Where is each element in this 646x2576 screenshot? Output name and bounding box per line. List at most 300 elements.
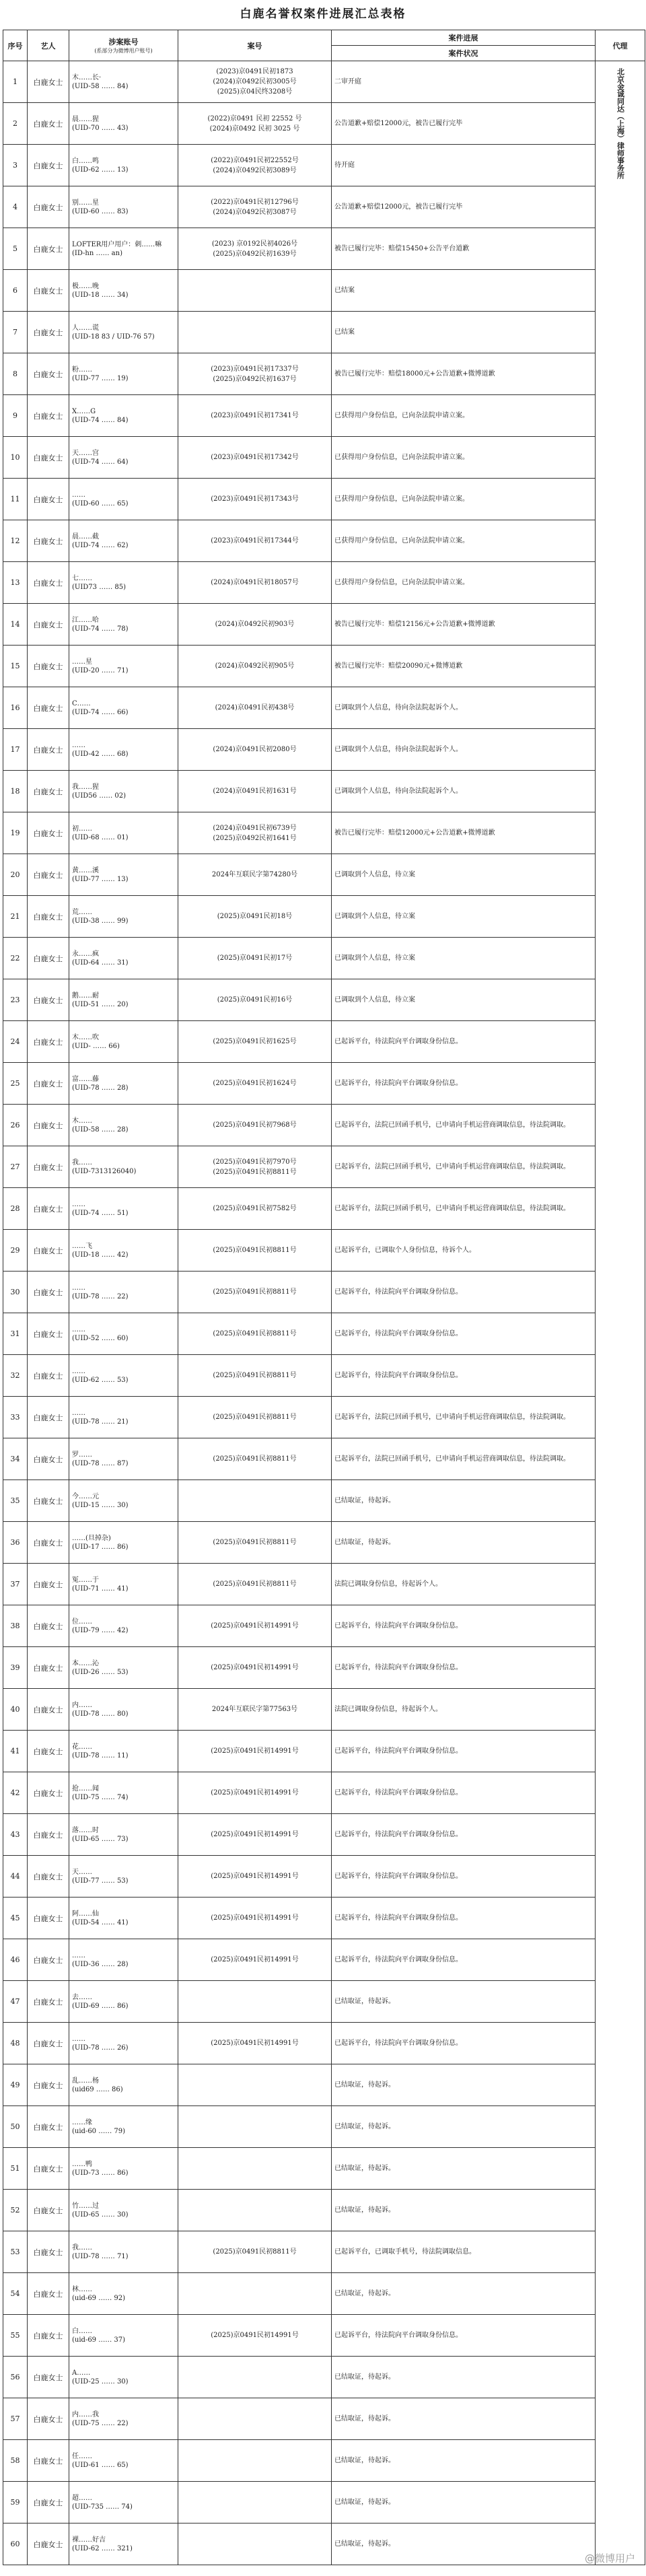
cell-no: 29: [3, 1230, 28, 1272]
cell-no: 5: [3, 228, 28, 270]
cell-case-status: 已起诉平台，待法院向平台调取身份信息。: [332, 1814, 596, 1856]
account-handle: 七……: [72, 574, 92, 582]
cell-no: 7: [3, 312, 28, 353]
table-row: [3, 1313, 645, 1355]
cell-case-status: 已起诉平台，已调取个人身份信息，待诉个人。: [332, 1230, 596, 1272]
account-uid: (UID73 …… 85): [72, 583, 127, 591]
cell-target-account: [69, 771, 178, 812]
case-number: (2024)京0492民初903号: [215, 621, 295, 628]
case-number: (2023)京0491民初1873: [216, 68, 293, 75]
header-case-no: 案号: [178, 30, 332, 61]
cell-case-numbers: [178, 312, 332, 353]
cell-case-numbers: [178, 687, 332, 729]
table-row: [3, 1689, 645, 1731]
cell-artist: 白鹿女士: [28, 479, 69, 520]
cell-case-numbers: [178, 1856, 332, 1898]
account-uid: (UID-75 …… 22): [72, 2419, 129, 2427]
cell-artist: 白鹿女士: [28, 1438, 69, 1480]
cell-target-account: [69, 2315, 178, 2357]
cell-target-account: [69, 1605, 178, 1647]
cell-target-account: [69, 437, 178, 479]
table-row: [3, 312, 645, 353]
account-handle: 任……: [72, 2452, 92, 2460]
account-handle: ……: [72, 1951, 85, 1959]
cell-case-numbers: [178, 1814, 332, 1856]
cell-no: 46: [3, 1939, 28, 1981]
cell-target-account: [69, 2231, 178, 2273]
account-handle: 白……鸣: [72, 157, 99, 165]
cell-no: 8: [3, 353, 28, 395]
account-handle: 位……: [72, 1617, 92, 1626]
account-handle: 晨……猩: [72, 115, 99, 123]
cell-no: 6: [3, 270, 28, 312]
cell-target-account: [69, 854, 178, 896]
account-uid: (UID-77 …… 53): [72, 1877, 129, 1885]
cell-artist: 白鹿女士: [28, 2523, 69, 2565]
cell-target-account: [69, 1564, 178, 1605]
table-row: [3, 145, 645, 186]
cell-no: 60: [3, 2523, 28, 2565]
cell-case-numbers: [178, 604, 332, 646]
table-row: [3, 1188, 645, 1230]
cell-case-numbers: [178, 1063, 332, 1105]
table-row: [3, 2482, 645, 2523]
cell-no: 16: [3, 687, 28, 729]
cell-target-account: [69, 228, 178, 270]
cell-case-status: 已调取到个人信息，待立案: [332, 979, 596, 1021]
cell-no: 48: [3, 2023, 28, 2064]
account-uid: (UID-60 …… 83): [72, 207, 129, 215]
account-handle: 木……: [72, 1117, 92, 1125]
cell-target-account: [69, 938, 178, 979]
cell-case-status: 已获得用户身份信息，已向杂法院申请立案。: [332, 479, 596, 520]
cell-no: 20: [3, 854, 28, 896]
cell-case-status: 已调取到个人信息，待向杂法院起诉个人。: [332, 687, 596, 729]
cell-artist: 白鹿女士: [28, 61, 69, 103]
case-number: (2025)京0491民初14991号: [211, 1956, 299, 1963]
cell-target-account: [69, 2482, 178, 2523]
cell-case-numbers: [178, 61, 332, 103]
account-handle: ……: [72, 1284, 85, 1292]
cell-artist: 白鹿女士: [28, 562, 69, 604]
cell-case-status: 已获得用户身份信息，已向杂法院申请立案。: [332, 562, 596, 604]
cell-case-status: 已结案: [332, 270, 596, 312]
cell-case-numbers: [178, 2398, 332, 2440]
table-row: [3, 61, 645, 103]
cell-artist: 白鹿女士: [28, 854, 69, 896]
case-number: (2025)京0491民初8811号: [213, 1168, 297, 1176]
account-uid: (UID-51 …… 20): [72, 1000, 129, 1008]
cell-case-numbers: [178, 228, 332, 270]
table-row: [3, 1355, 645, 1397]
cell-case-status: 已起诉平台，待法院向平台调取身份信息。: [332, 1939, 596, 1981]
table-row: [3, 520, 645, 562]
cell-case-status: 法院已调取身份信息，待起诉个人。: [332, 1564, 596, 1605]
account-handle: 乱……杨: [72, 2077, 99, 2085]
cell-artist: 白鹿女士: [28, 2231, 69, 2273]
cell-case-status: 已获得用户身份信息，已向杂法院申请立案。: [332, 395, 596, 437]
cell-case-status: 已结取证，待起诉。: [332, 2106, 596, 2148]
cell-case-status: 已结取证，待起诉。: [332, 2064, 596, 2106]
account-uid: (UID56 …… 02): [72, 792, 127, 800]
table-row: [3, 1772, 645, 1814]
case-number: (2025)京0491民初7968号: [213, 1121, 297, 1129]
cell-no: 12: [3, 520, 28, 562]
cell-case-status: 已结取证，待起诉。: [332, 2523, 596, 2565]
cell-artist: 白鹿女士: [28, 1731, 69, 1772]
cell-artist: 白鹿女士: [28, 604, 69, 646]
cell-case-numbers: [178, 771, 332, 812]
cell-artist: 白鹿女士: [28, 812, 69, 854]
account-uid: (UID-74 …… 66): [72, 708, 129, 716]
cell-no: 40: [3, 1689, 28, 1731]
account-uid: (UID-735 …… 74): [72, 2503, 133, 2511]
cell-no: 45: [3, 1898, 28, 1939]
cell-case-numbers: [178, 938, 332, 979]
table-row: [3, 2023, 645, 2064]
cell-artist: 白鹿女士: [28, 1355, 69, 1397]
cell-artist: 白鹿女士: [28, 1480, 69, 1522]
cell-case-numbers: [178, 1272, 332, 1313]
account-uid: (uid-60 …… 79): [72, 2127, 126, 2135]
table-row: [3, 2523, 645, 2565]
cell-target-account: [69, 1480, 178, 1522]
account-uid: (UID-78 …… 11): [72, 1751, 129, 1760]
cell-case-status: 已获得用户身份信息，已向杂法院申请立案。: [332, 437, 596, 479]
cell-case-status: 已起诉平台，法院已回函手机号，已申请向手机运营商调取信息，待法院调取。: [332, 1188, 596, 1230]
account-handle: 鹅……耐: [72, 991, 99, 1000]
cell-no: 58: [3, 2440, 28, 2482]
table-row: [3, 479, 645, 520]
account-uid: (UID-75 …… 74): [72, 1793, 129, 1801]
cell-case-numbers: [178, 1647, 332, 1689]
account-handle: 内……我: [72, 2410, 99, 2418]
account-handle: 江……哈: [72, 616, 99, 624]
case-number: (2022)京0491民初12796号: [211, 198, 299, 206]
cell-case-status: 已调取到个人信息，待立案: [332, 938, 596, 979]
cell-case-status: 已起诉平台，法院已回函手机号，已申请向手机运营商调取信息，待法院调取。: [332, 1146, 596, 1188]
table-row: [3, 1230, 645, 1272]
cell-case-status: 已结取证，待起诉。: [332, 2357, 596, 2398]
case-number: (2025)京0491民初14991号: [211, 1831, 299, 1838]
cell-no: 56: [3, 2357, 28, 2398]
cell-case-status: 已起诉平台，待法院向平台调取身份信息。: [332, 1313, 596, 1355]
table-row: [3, 1647, 645, 1689]
cell-case-status: 法院已调取身份信息，待起诉个人。: [332, 1689, 596, 1731]
cell-artist: 白鹿女士: [28, 1230, 69, 1272]
table-row: [3, 1021, 645, 1063]
cell-case-status: 已调取到个人信息，待向杂法院起诉个人。: [332, 729, 596, 771]
cell-no: 21: [3, 896, 28, 938]
cell-case-status: 已结取证，待起诉。: [332, 2440, 596, 2482]
cell-case-status: 公告道歉+赔偿12000元，被告已履行完毕: [332, 103, 596, 145]
cell-target-account: [69, 729, 178, 771]
cell-case-numbers: [178, 186, 332, 228]
cell-artist: 白鹿女士: [28, 1856, 69, 1898]
account-uid: (UID- …… 66): [72, 1042, 120, 1050]
account-handle: C……: [72, 699, 91, 707]
cell-case-numbers: [178, 270, 332, 312]
cell-case-numbers: [178, 1605, 332, 1647]
cell-case-status: 已起诉平台，待法院向平台调取身份信息。: [332, 1898, 596, 1939]
cell-artist: 白鹿女士: [28, 687, 69, 729]
case-number: (2024)京0491民初6739号: [213, 824, 297, 832]
cell-case-numbers: [178, 2148, 332, 2190]
table-row: [3, 2148, 645, 2190]
account-handle: ……: [72, 2035, 85, 2043]
account-uid: (UID-74 …… 84): [72, 416, 129, 424]
case-number: (2025)京0491民初1625号: [213, 1038, 297, 1045]
case-number: (2023)京0491民初17337号: [211, 365, 299, 373]
case-number: (2025)京0491民初1624号: [213, 1080, 297, 1087]
account-handle: 抢……闻: [72, 1784, 99, 1792]
table-row: [3, 854, 645, 896]
cell-artist: 白鹿女士: [28, 270, 69, 312]
cell-no: 14: [3, 604, 28, 646]
table-row: [3, 938, 645, 979]
cell-no: 19: [3, 812, 28, 854]
cell-case-status: 已起诉平台，已调取手机号，待法院调取信息。: [332, 2231, 596, 2273]
cell-case-status: 已结取证，待起诉。: [332, 1981, 596, 2023]
cell-artist: 白鹿女士: [28, 2064, 69, 2106]
cell-no: 44: [3, 1856, 28, 1898]
table-row: [3, 1605, 645, 1647]
account-handle: 粉……: [72, 365, 92, 374]
cell-target-account: [69, 145, 178, 186]
cell-artist: 白鹿女士: [28, 186, 69, 228]
cell-case-status: 待开庭: [332, 145, 596, 186]
cell-case-numbers: [178, 1355, 332, 1397]
cell-artist: 白鹿女士: [28, 145, 69, 186]
account-handle: 白……: [72, 2327, 92, 2335]
account-handle: ……(旦掉杂): [72, 1534, 111, 1542]
cell-artist: 白鹿女士: [28, 1272, 69, 1313]
cell-target-account: [69, 479, 178, 520]
account-handle: 初……: [72, 825, 92, 833]
cell-no: 32: [3, 1355, 28, 1397]
cell-no: 33: [3, 1397, 28, 1438]
cell-case-numbers: [178, 2315, 332, 2357]
table-row: [3, 812, 645, 854]
cell-case-numbers: [178, 1731, 332, 1772]
account-handle: 我……猩: [72, 783, 99, 791]
case-number: 2024年互联民字第77563号: [211, 1706, 298, 1713]
account-handle: X……G: [72, 407, 96, 415]
account-uid: (UID-15 …… 30): [72, 1501, 129, 1509]
cell-case-status: 被告已履行完毕：赔偿12156元+公告道歉+微博道歉: [332, 604, 596, 646]
cell-target-account: [69, 1856, 178, 1898]
cell-target-account: [69, 896, 178, 938]
cell-artist: 白鹿女士: [28, 2023, 69, 2064]
cell-target-account: [69, 2190, 178, 2231]
table-row: [3, 1397, 645, 1438]
case-number: (2025)京0491民初16号: [217, 996, 293, 1004]
account-uid: (UID-25 …… 30): [72, 2377, 129, 2386]
account-uid: (UID-78 …… 71): [72, 2252, 129, 2260]
cell-case-status: 已起诉平台，法院已回函手机号，已申请向手机运营商调取信息，待法院调取。: [332, 1105, 596, 1146]
account-uid: (UID-78 …… 28): [72, 1084, 129, 1092]
account-handle: 竹……过: [72, 2202, 99, 2210]
cell-case-numbers: [178, 2482, 332, 2523]
cell-no: 57: [3, 2398, 28, 2440]
cell-no: 59: [3, 2482, 28, 2523]
cell-no: 42: [3, 1772, 28, 1814]
account-uid: (UID-74 …… 78): [72, 625, 129, 633]
cell-case-status: 已起诉平台，待法院向平台调取身份信息。: [332, 1856, 596, 1898]
table-row: [3, 353, 645, 395]
case-number: (2025)京0491民初7970号: [213, 1158, 297, 1166]
header-target-label: 涉案账号: [108, 38, 139, 46]
case-number: (2022)京0491 民初 22552 号: [207, 114, 302, 123]
cell-case-numbers: [178, 520, 332, 562]
cell-target-account: [69, 2106, 178, 2148]
header-representative: 代理: [596, 30, 645, 61]
cell-case-numbers: [178, 1939, 332, 1981]
case-number: (2025)京0491民初8811号: [213, 1539, 297, 1546]
account-handle: 天……宫: [72, 449, 99, 457]
table-row: [3, 1480, 645, 1522]
cell-case-numbers: [178, 1230, 332, 1272]
account-uid: (UID-77 …… 13): [72, 875, 129, 883]
cell-case-numbers: [178, 479, 332, 520]
account-handle: ……: [72, 491, 85, 499]
account-uid: (UID-18 …… 34): [72, 291, 129, 299]
account-uid: (UID-78 …… 21): [72, 1418, 129, 1426]
cell-case-status: 已结取证，待起诉。: [332, 2398, 596, 2440]
cell-no: 35: [3, 1480, 28, 1522]
case-number: (2024)京0492 民初 3025 号: [209, 125, 300, 133]
cell-case-numbers: [178, 1313, 332, 1355]
header-progress-group: 案件进展: [332, 30, 596, 46]
account-uid: (UID-52 …… 60): [72, 1334, 129, 1342]
cell-artist: 白鹿女士: [28, 1564, 69, 1605]
cell-artist: 白鹿女士: [28, 1146, 69, 1188]
account-handle: 内……: [72, 1701, 92, 1709]
table-row: [3, 2398, 645, 2440]
cell-artist: 白鹿女士: [28, 1981, 69, 2023]
cell-artist: 白鹿女士: [28, 1397, 69, 1438]
cell-artist: 白鹿女士: [28, 646, 69, 687]
cell-target-account: [69, 2023, 178, 2064]
account-handle: 黄……溪: [72, 866, 99, 874]
account-handle: ……: [72, 1409, 85, 1417]
table-row: [3, 604, 645, 646]
cell-case-numbers: [178, 145, 332, 186]
table-row: [3, 2106, 645, 2148]
cell-artist: 白鹿女士: [28, 1689, 69, 1731]
cell-no: 52: [3, 2190, 28, 2231]
account-uid: (UID-78 …… 26): [72, 2044, 129, 2052]
cell-case-status: 已起诉平台，待法院向平台调取身份信息。: [332, 2315, 596, 2357]
representative-name: 北京金诚同达（上海）律师事务所: [616, 68, 625, 179]
table-row: [3, 186, 645, 228]
cell-artist: 白鹿女士: [28, 896, 69, 938]
case-table: [3, 30, 645, 2565]
table-row: [3, 103, 645, 145]
cell-artist: 白鹿女士: [28, 1814, 69, 1856]
account-handle: ……: [72, 1200, 85, 1208]
cell-no: 2: [3, 103, 28, 145]
case-number: (2023)京0491民初17341号: [211, 412, 299, 419]
cell-case-numbers: [178, 854, 332, 896]
cell-target-account: [69, 812, 178, 854]
cell-case-numbers: [178, 1772, 332, 1814]
cell-case-status: 已起诉平台，待法院向平台调取身份信息。: [332, 1272, 596, 1313]
cell-case-status: 被告已履行完毕：赔偿20090元+微博道歉: [332, 646, 596, 687]
cell-artist: 白鹿女士: [28, 1939, 69, 1981]
table-row: [3, 2231, 645, 2273]
cell-case-status: 已结取证，待起诉。: [332, 1480, 596, 1522]
cell-artist: 白鹿女士: [28, 1522, 69, 1564]
cell-no: 9: [3, 395, 28, 437]
cell-artist: 白鹿女士: [28, 228, 69, 270]
account-handle: 落……时: [72, 1826, 99, 1834]
case-number: 2024年互联民字第74280号: [211, 871, 298, 878]
table-row: [3, 2190, 645, 2231]
account-handle: 去……: [72, 1993, 92, 2001]
header-progress: 案件状况: [332, 46, 596, 61]
cell-case-numbers: [178, 1522, 332, 1564]
case-number: (2024)京0491民初438号: [215, 704, 295, 711]
watermark: @微博用户: [584, 2552, 635, 2565]
cell-representative: [596, 61, 645, 2565]
cell-case-status: 公告道歉+赔偿12000元，被告已履行完毕: [332, 186, 596, 228]
case-number: (2022)京0491民初22552号: [211, 156, 299, 164]
cell-no: 53: [3, 2231, 28, 2273]
account-handle: 今……元: [72, 1492, 99, 1500]
cell-artist: 白鹿女士: [28, 2190, 69, 2231]
cell-artist: 白鹿女士: [28, 1188, 69, 1230]
account-uid: (UID-7313126040): [72, 1167, 137, 1175]
cell-artist: 白鹿女士: [28, 520, 69, 562]
account-uid: (ID-hn …… an): [72, 249, 122, 257]
cell-target-account: [69, 1898, 178, 1939]
account-uid: (UID-73 …… 86): [72, 2169, 129, 2177]
account-uid: (UID-62 …… 321): [72, 2544, 133, 2552]
table-row: [3, 1146, 645, 1188]
account-handle: 荒……: [72, 908, 92, 916]
case-number: (2025)京0491民初14991号: [211, 1873, 299, 1880]
cell-no: 24: [3, 1021, 28, 1063]
cell-target-account: [69, 1146, 178, 1188]
cell-no: 22: [3, 938, 28, 979]
cell-artist: 白鹿女士: [28, 1772, 69, 1814]
account-uid: (UID-60 …… 65): [72, 499, 129, 508]
account-handle: 花……: [72, 1743, 92, 1751]
cell-artist: 白鹿女士: [28, 979, 69, 1021]
account-handle: ……: [72, 1367, 85, 1375]
cell-case-numbers: [178, 1898, 332, 1939]
cell-case-status: 已起诉平台，待法院向平台调取身份信息。: [332, 1772, 596, 1814]
cell-no: 27: [3, 1146, 28, 1188]
cell-no: 3: [3, 145, 28, 186]
cell-target-account: [69, 2148, 178, 2190]
cell-target-account: [69, 687, 178, 729]
account-handle: 我……: [72, 2243, 92, 2252]
cell-case-status: 已获得用户身份信息，已向杂法院申请立案。: [332, 520, 596, 562]
account-uid: (UID-70 …… 43): [72, 124, 129, 132]
cell-case-numbers: [178, 2523, 332, 2565]
cell-case-status: 已起诉平台，待法院向平台调取身份信息。: [332, 1063, 596, 1105]
table-row: [3, 896, 645, 938]
cell-case-numbers: [178, 1564, 332, 1605]
cell-target-account: [69, 2273, 178, 2315]
cell-case-numbers: [178, 979, 332, 1021]
case-number: (2025)京0491民初14991号: [211, 1622, 299, 1630]
case-number: (2025)京0491民初8811号: [213, 2248, 297, 2256]
table-row: [3, 2315, 645, 2357]
table-row: [3, 771, 645, 812]
